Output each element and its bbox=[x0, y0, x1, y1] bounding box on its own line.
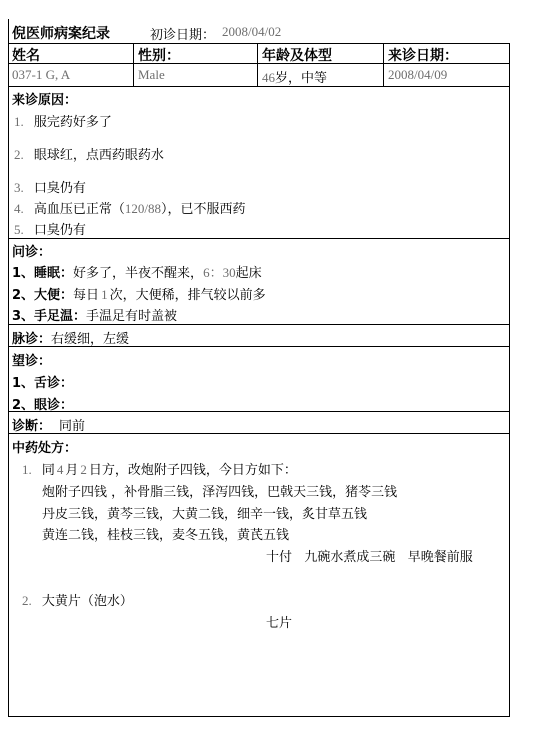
divider-inquiry bbox=[8, 324, 509, 325]
reason-text-a: 高血压已正常（ bbox=[33, 202, 125, 217]
inquiry-item-sleep bbox=[12, 262, 262, 281]
divider-diagnosis bbox=[8, 433, 509, 434]
herb-line-3: 黄连二钱，桂枝三钱，麦冬五钱，黄芪五钱 bbox=[42, 528, 290, 543]
prescription-num: 2. bbox=[22, 593, 32, 608]
divider-observation bbox=[8, 411, 509, 412]
pulse-text: 右缓细，左缓 bbox=[51, 332, 130, 347]
doc-title: 倪医师病案纪录 bbox=[12, 26, 110, 42]
patient-name: 037-1 G, A bbox=[12, 67, 71, 82]
prescription-heading: 中药处方： bbox=[12, 441, 78, 456]
inquiry-label: 3、手足温： bbox=[12, 309, 87, 324]
intro-day: 2 bbox=[80, 462, 87, 477]
frame-right bbox=[509, 43, 510, 717]
inquiry-text-a: 好多了，半夜不醒来， bbox=[73, 266, 204, 281]
item2-amount: 七片 bbox=[266, 616, 293, 631]
pulse-label: 脉诊： bbox=[12, 332, 52, 347]
herb-line-2: 丹皮三钱，黄芩三钱，大黄二钱，细辛一钱，炙甘草五钱 bbox=[42, 507, 368, 522]
reason-text: 口臭仍有 bbox=[33, 181, 86, 196]
observation-heading: 望诊： bbox=[12, 354, 52, 369]
reason-item-5 bbox=[14, 219, 86, 238]
header-visit-date: 来诊日期： bbox=[388, 48, 458, 64]
divider-reasons bbox=[8, 238, 509, 239]
intro-a: 同 bbox=[41, 463, 55, 478]
inquiry-text-a: 每日 bbox=[73, 288, 100, 303]
divider-pulse bbox=[8, 346, 509, 347]
reason-text bbox=[34, 202, 246, 217]
frame-bottom bbox=[8, 716, 510, 717]
stool-count: 1 bbox=[101, 287, 108, 302]
pulse-row bbox=[12, 328, 129, 347]
reason-text: 口臭仍有 bbox=[33, 223, 86, 238]
blood-pressure-value: 120/88 bbox=[124, 201, 162, 216]
reason-text-c: ），已不服西药 bbox=[161, 202, 246, 217]
info-col-divider-1 bbox=[133, 43, 134, 86]
inquiry-label: 2、大便： bbox=[12, 288, 74, 303]
reason-item-4 bbox=[14, 198, 246, 217]
reason-item-3 bbox=[14, 177, 86, 196]
inquiry-item-stool bbox=[12, 284, 266, 303]
reason-text: 眼球红，点西药眼药水 bbox=[33, 148, 164, 163]
prescription-item-2 bbox=[22, 590, 133, 609]
reason-text: 服完药好多了 bbox=[33, 115, 112, 130]
inquiry-label: 1、睡眠： bbox=[12, 266, 74, 281]
diagnosis-row bbox=[12, 415, 85, 434]
intro-month: 4 bbox=[56, 462, 64, 477]
reasons-heading: 来诊原因： bbox=[12, 93, 78, 108]
item2-text: 大黄片（泡水） bbox=[41, 594, 133, 609]
inquiry-text-a: 手温足有时盖被 bbox=[86, 309, 178, 324]
frame-top bbox=[8, 43, 509, 44]
age-text: 岁，中等 bbox=[275, 71, 328, 86]
herb-line-1: 炮附子四钱 ，补骨脂三钱，泽泻四钱，巴戟天三钱，猪苓三钱 bbox=[42, 485, 398, 500]
first-visit-date: 2008/04/02 bbox=[222, 24, 282, 39]
header-sex: 性别： bbox=[138, 48, 180, 64]
diagnosis-label: 诊断： bbox=[12, 419, 52, 434]
patient-age bbox=[262, 67, 327, 86]
patient-sex: Male bbox=[138, 67, 165, 82]
reason-item-1 bbox=[14, 111, 112, 130]
info-table-bottom bbox=[8, 86, 509, 87]
visit-date: 2008/04/09 bbox=[388, 67, 448, 82]
info-col-divider-2 bbox=[257, 43, 258, 86]
reason-item-2 bbox=[14, 144, 164, 163]
wake-time: 6：30 bbox=[203, 265, 236, 280]
intro-c: 月 bbox=[65, 463, 79, 478]
inquiry-text-c: 次，大便稀，排气较以前多 bbox=[109, 288, 266, 303]
diagnosis-text: 同前 bbox=[59, 419, 86, 434]
frame-left bbox=[8, 19, 9, 717]
tongue-exam: 1、舌诊： bbox=[12, 376, 74, 391]
prescription-item-1-intro bbox=[22, 459, 297, 478]
reason-num: 5. bbox=[14, 222, 24, 237]
info-col-divider-3 bbox=[383, 43, 384, 86]
age-number: 46 bbox=[262, 70, 275, 85]
reason-num: 1. bbox=[14, 114, 24, 129]
dosage-instruction: 十付 九碗水煮成三碗 早晚餐前服 bbox=[266, 550, 473, 565]
inquiry-item-limbs bbox=[12, 305, 177, 324]
reason-num: 4. bbox=[14, 201, 24, 216]
reason-num: 3. bbox=[14, 180, 24, 195]
intro-e: 日方，改炮附子四钱，今日方如下： bbox=[88, 463, 297, 478]
reason-num: 2. bbox=[14, 147, 24, 162]
eye-exam: 2、眼诊： bbox=[12, 398, 74, 413]
prescription-num: 1. bbox=[22, 462, 32, 477]
header-age: 年龄及体型 bbox=[262, 48, 332, 64]
inquiry-heading: 问诊： bbox=[12, 245, 52, 260]
first-visit-label: 初诊日期： bbox=[150, 28, 216, 43]
inquiry-text-c: 起床 bbox=[235, 266, 262, 281]
header-name: 姓名 bbox=[12, 48, 40, 64]
